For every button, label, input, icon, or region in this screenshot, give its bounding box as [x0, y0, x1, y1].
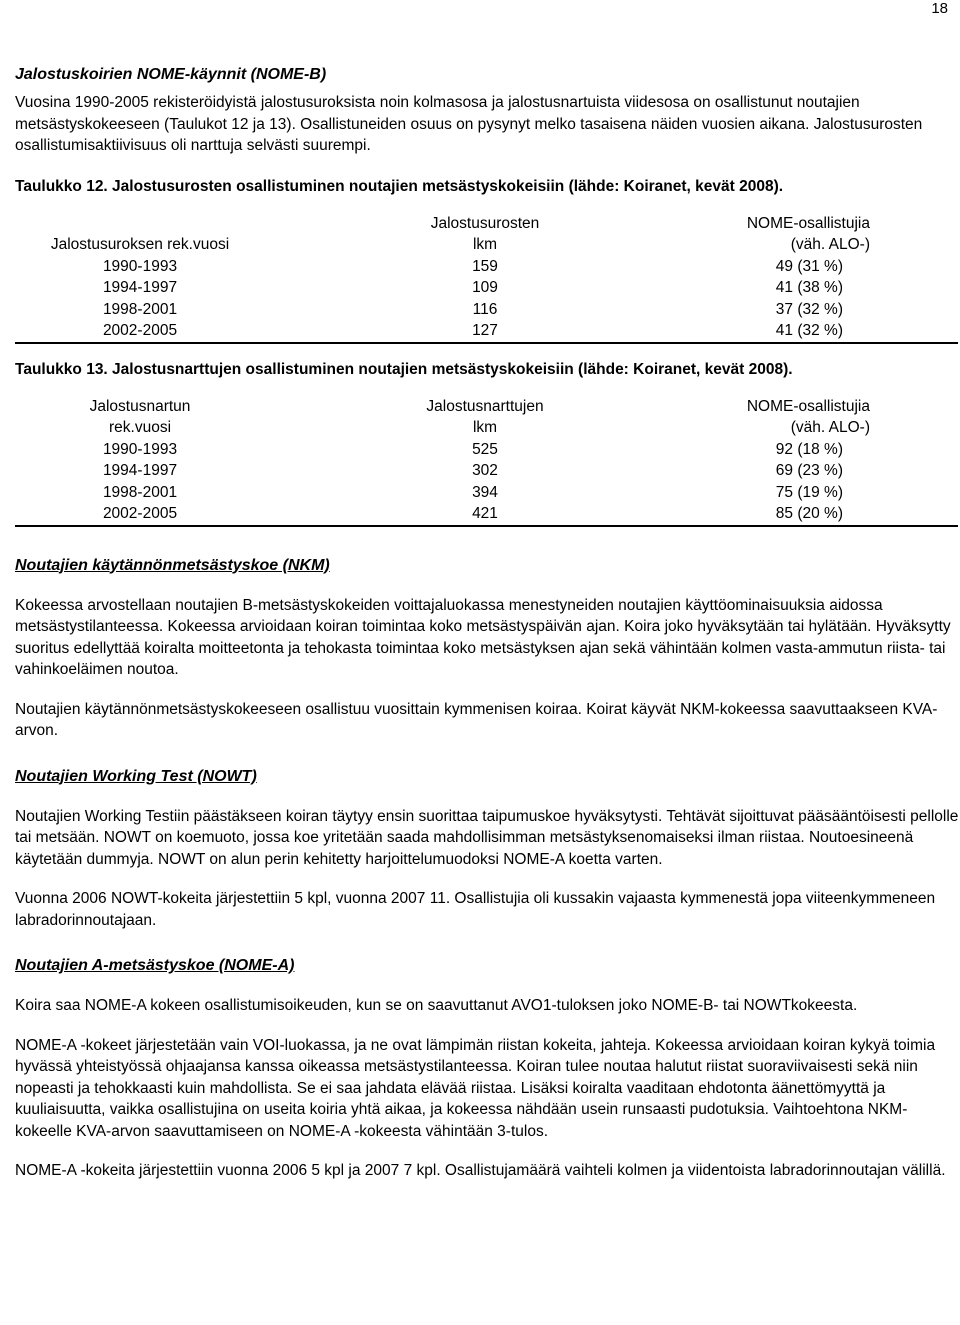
table-row	[15, 439, 958, 461]
table-row	[15, 482, 958, 504]
nkm-paragraph-1: Kokeessa arvostellaan noutajien B-metsästyskokeiden voittajaluokassa menestyneiden noutajien käyttöominaisuuksia aidossa metsästystilanteessa. Kokeessa arvioidaan koiran toimintaa koko metsästyspäivän ajan. Koira joko hyväksytään tai hylätään. Hyväksytty suoritus edellyttää koiralta moitteetonta ja tehokasta toimintaa koko metsästyksen ajan sekä vähintään kolmen vasta-ammutun riista- tai vahinkoeläimen noutoa.	[15, 596, 951, 678]
table-header-cell: Jalostusuroksen rek.vuosi	[50, 236, 230, 253]
table-cell: 37 (32 %)	[775, 300, 843, 318]
document-body	[15, 66, 960, 1182]
table-cell: 1994-1997	[102, 462, 178, 479]
table-header-cell: Jalostusnarttujen lkm	[426, 397, 544, 436]
table-cell: 92 (18 %)	[775, 440, 843, 458]
nome-a-paragraph-1: Koira saa NOME-A kokeen osallistumisoikeuden, kun se on saavuttanut AVO1-tuloksen joko NOME-B- tai NOWTkokeesta.	[15, 997, 858, 1014]
table-header-row	[15, 213, 958, 256]
table-cell: 116	[472, 300, 498, 318]
table-row	[15, 277, 958, 299]
table-cell: 85 (20 %)	[775, 505, 843, 522]
table-row	[15, 460, 958, 482]
table-cell: 69 (23 %)	[775, 462, 843, 479]
page-number: 18	[931, 0, 948, 17]
heading-nowt: Noutajien Working Test (NOWT)	[15, 767, 257, 785]
table-cell: 302	[472, 462, 498, 479]
table-cell: 127	[472, 322, 498, 339]
nome-a-paragraph-2: NOME-A -kokeet järjestetään vain VOI-luokassa, ja ne ovat lämpimän riistan kokeita, jahteja. Kokeessa arvioidaan koiran kykyä toimia hyvässä yhteistyössä ohjaajansa kanssa oikeassa metsästystilanteessa. Koiran tulee noutaa halutut riistat suoraviivaisesti sekä niin nopeasti ja tehokkaasti kuin mahdollista. Se ei saa jahdata elävää riistaa. Lisäksi koiralta vaaditaan ehdotonta äänettömyyttä ja kuuliaisuutta, vaikka osallistujina on useita koiria yhtä aikaa, ja kokeessa nähdään usein runsaasti pudotuksia. Vaihtoehtona NKM-kokeelle KVA-arvon saavuttamiseen on NOME-A -kokeesta vähintään 3-tulos.	[15, 1036, 936, 1140]
nome-a-paragraph-3: NOME-A -kokeita järjestettiin vuonna 2006 5 kpl ja 2007 7 kpl. Osallistujamäärä vaihteli kolmen ja viidentoista labradorinnoutajan välillä.	[15, 1162, 946, 1179]
table-row	[15, 256, 958, 278]
table-cell: 1998-2001	[102, 483, 178, 501]
table-cell: 421	[472, 505, 498, 522]
heading-nkm: Noutajien käytännönmetsästyskoe (NKM)	[15, 556, 330, 574]
table-header-cell: Jalostusurosten lkm	[430, 214, 540, 253]
table-cell: 2002-2005	[102, 322, 178, 339]
table-cell: 1990-1993	[102, 440, 178, 458]
table-13	[15, 396, 958, 527]
table-row	[15, 299, 958, 321]
table-cell: 525	[472, 440, 498, 458]
table-13-caption: Taulukko 13. Jalostusnarttujen osallistuminen noutajien metsästyskokeisiin (lähde: Koiranet, kevät 2008).	[15, 360, 793, 378]
table-cell: 1994-1997	[102, 279, 178, 296]
table-12-caption: Taulukko 12. Jalostusurosten osallistuminen noutajien metsästyskokeisiin (lähde: Koiranet, kevät 2008).	[15, 177, 784, 195]
table-cell: 75 (19 %)	[775, 483, 843, 501]
table-cell: 1998-2001	[102, 300, 178, 318]
table-header-cell: NOME-osallistujia (väh. ALO-)	[746, 397, 870, 436]
heading-nome-a: Noutajien A-metsästyskoe (NOME-A)	[15, 957, 295, 974]
table-header-row	[15, 396, 958, 439]
nowt-paragraph-1: Noutajien Working Testiin päästäkseen koiran täytyy ensin suorittaa taipumuskoe hyväksytysti. Tehtävät sijoittuvat pääsääntöisesti pellolle tai metsään. NOWT on koemuoto, jossa koe yritetään saada mahdollisimman metsästyksenomaiseksi ilman riistaa. Noutoesineenä käytetään dummyja. NOWT on alun perin kehitetty harjoittelumuodoksi NOME-A koetta varten.	[15, 807, 959, 868]
table-cell: 109	[472, 279, 498, 296]
table-cell: 41 (32 %)	[775, 322, 843, 339]
nkm-paragraph-2: Noutajien käytännönmetsästyskokeeseen osallistuu vuosittain kymmenisen koiraa. Koirat käyvät NKM-kokeessa saavuttaakseen KVA-arvon.	[15, 700, 938, 739]
table-header-cell: NOME-osallistujia (väh. ALO-)	[746, 214, 870, 253]
table-row	[15, 503, 958, 526]
table-cell: 49 (31 %)	[775, 257, 843, 275]
table-header-cell: Jalostusnartun rek.vuosi	[89, 397, 191, 436]
table-row	[15, 320, 958, 343]
intro-paragraph: Vuosina 1990-2005 rekisteröidyistä jalostusuroksista noin kolmasosa ja jalostusnartuista viidesosa on osallistunut noutajien metsästyskokeeseen (Taulukot 12 ja 13). Osallistuneiden osuus on pysynyt melko tasaisena näiden vuosien aikana. Jalostusurosten osallistumisaktiivisuus oli narttuja selvästi suurempi.	[15, 94, 923, 154]
section-title-nome-b: Jalostuskoirien NOME-käynnit (NOME-B)	[15, 66, 327, 83]
table-cell: 1990-1993	[102, 257, 178, 275]
nowt-paragraph-2: Vuonna 2006 NOWT-kokeita järjestettiin 5 kpl, vuonna 2007 11. Osallistujia oli kussakin vajaasta kymmenestä jopa viiteenkymmeneen labradorinnoutajaan.	[15, 890, 936, 929]
table-cell: 159	[472, 257, 498, 275]
table-cell: 41 (38 %)	[775, 279, 843, 296]
table-12	[15, 213, 958, 344]
table-cell: 394	[472, 483, 498, 501]
table-cell: 2002-2005	[102, 505, 178, 522]
